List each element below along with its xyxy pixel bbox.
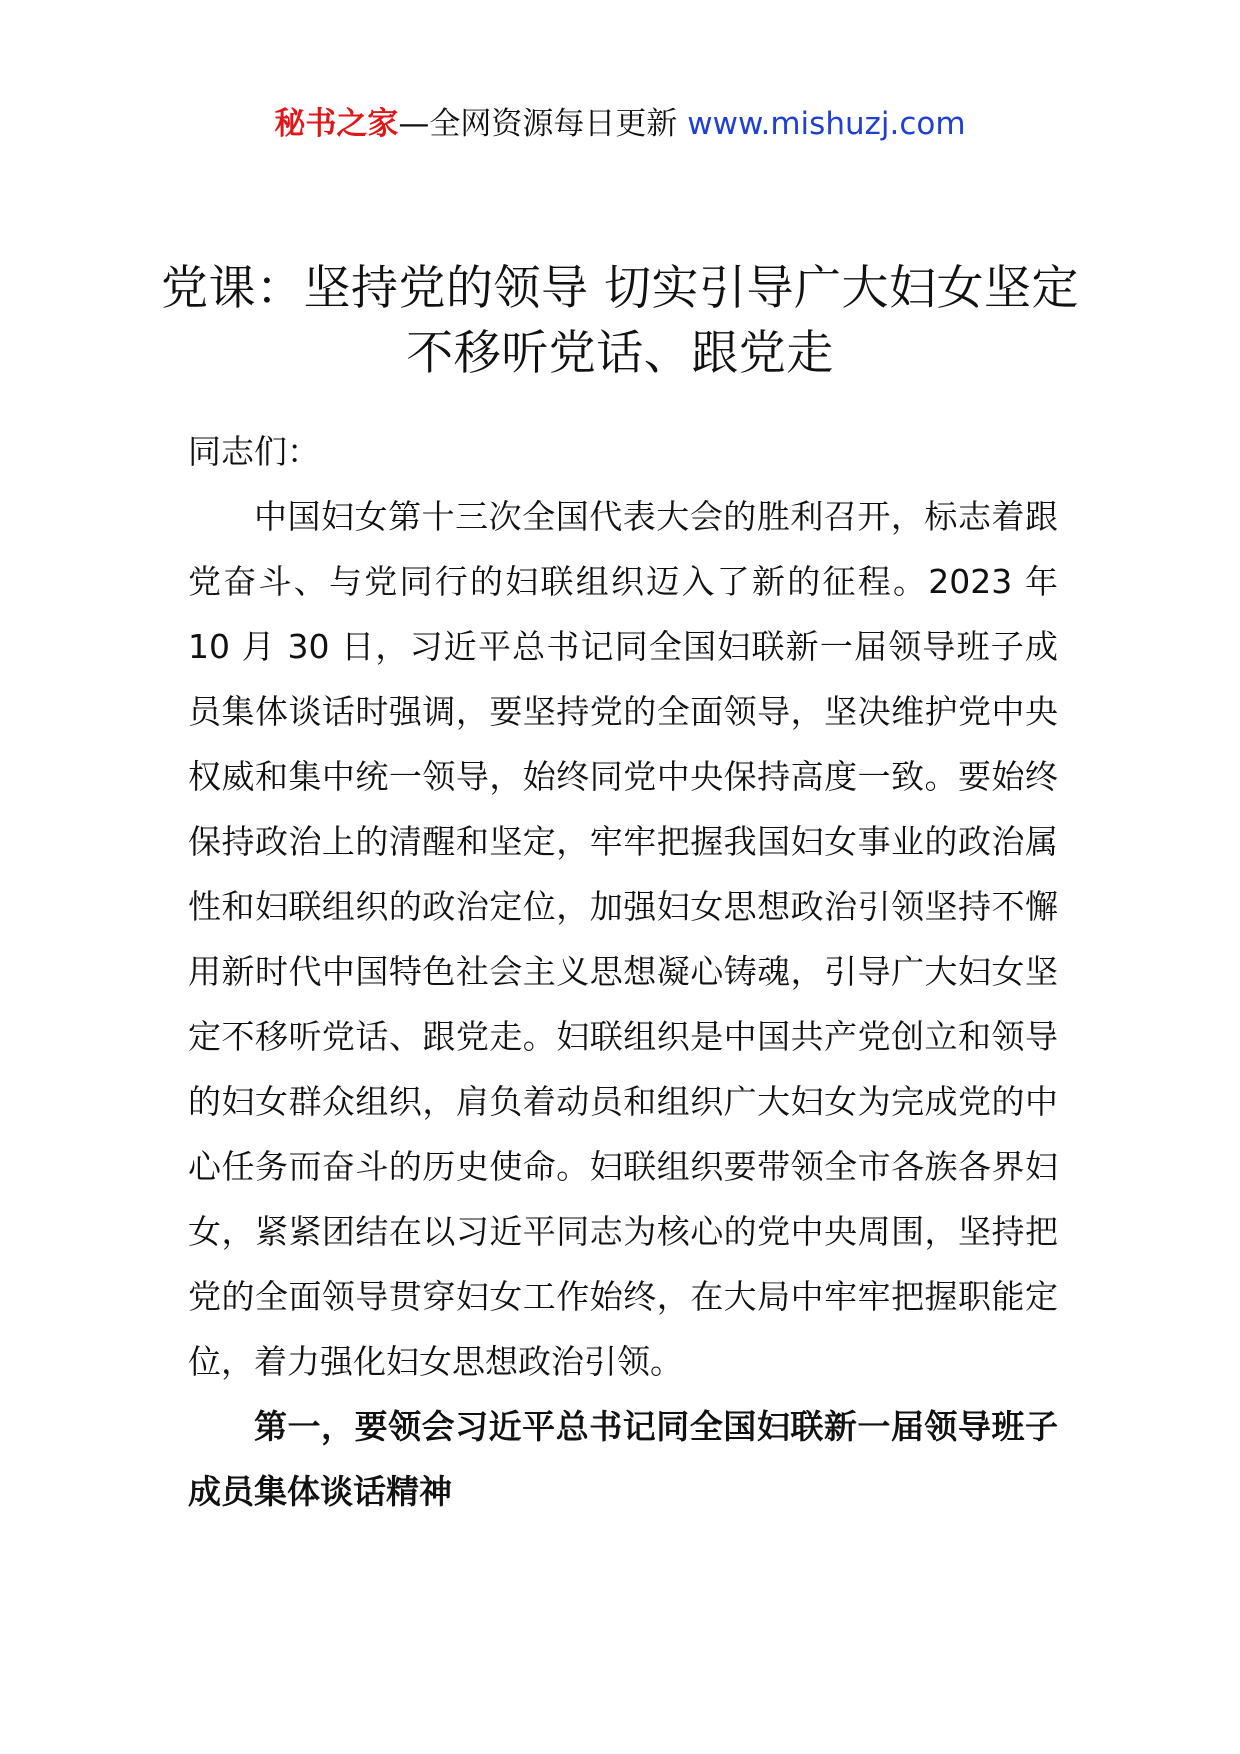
brand-name: 秘书之家 <box>274 106 399 142</box>
document-title: 党课：坚持党的领导 切实引导广大妇女坚定不移听党话、跟党走 <box>161 261 1079 381</box>
website-link[interactable]: www.mishuzj.com <box>687 106 966 142</box>
section-heading: 第一，要领会习近平总书记同全国妇联新一届领导班子成员集体谈话精神 <box>188 1407 1058 1511</box>
header-banner <box>0 102 1240 146</box>
brand-tagline: —全网资源每日更新 <box>398 106 688 142</box>
salutation: 同志们： <box>188 432 320 471</box>
document-body <box>188 419 1058 1524</box>
body-paragraph: 中国妇女第十三次全国代表大会的胜利召开，标志着跟党奋斗、与党同行的妇联组织迈入了新的征程。2023 年 10 月 30 日，习近平总书记同全国妇联新一届领导班子成员集体谈话时强调，要坚持党的全面领导，坚决维护党中央权威和集中统一领导，始终同党中央保持高度一致。要始终保持政治上的清醒和坚定，牢牢把握我国妇女事业的政治属性和妇联组织的政治定位，加强妇女思想政治引领坚持不懈用新时代中国特色社会主义思想凝心铸魂，引导广大妇女坚定不移听党话、跟党走。妇联组织是中国共产党创立和领导的妇女群众组织，肩负着动员和组织广大妇女为完成党的中心任务而奋斗的历史使命。妇联组织要带领全市各族各界妇女，紧紧团结在以习近平同志为核心的党中央周围，坚持把党的全面领导贯穿妇女工作始终，在大局中牢牢把握职能定位，着力强化妇女思想政治引领。 <box>188 497 1058 1381</box>
